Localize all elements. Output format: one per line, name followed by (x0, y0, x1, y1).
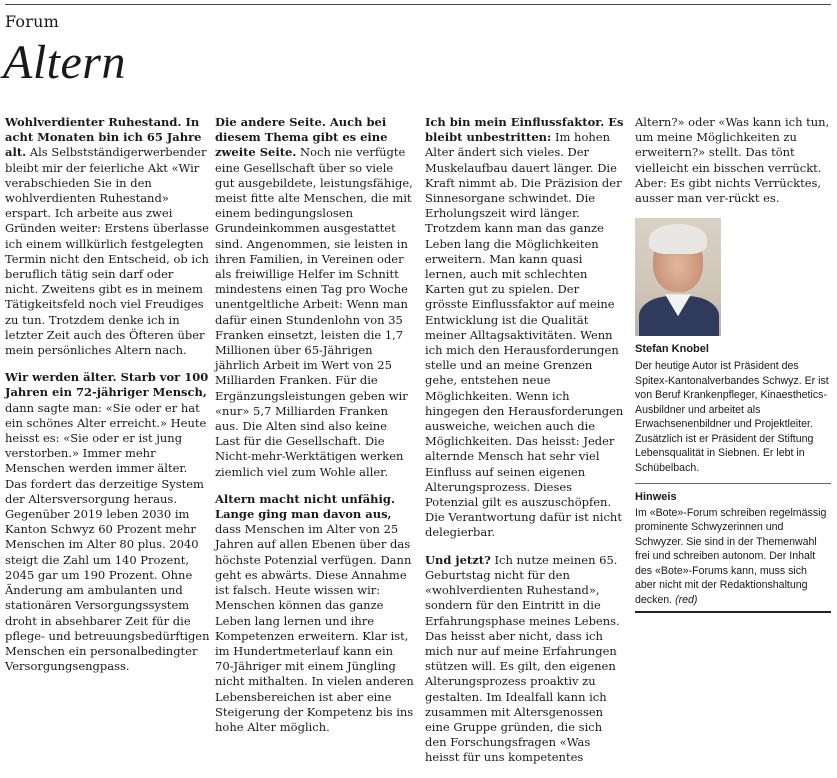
paragraph (215, 492, 415, 735)
top-rule (5, 4, 831, 5)
author-photo (635, 218, 721, 336)
note-title: Hinweis (635, 491, 677, 504)
paragraph-text: Im hohen Alter ändert sich vieles. Der Muskelaufbau dauert länger. Die Kraft nimmt ab. Die Präzision der Sinnesorgane schwindet. Die Erholungszeit wird länger. Trotzdem kann man das ganze Leben lang die Möglichkeiten erweitern. Man kann quasi lernen, auch mit schlechten Karten gut zu spielen. Der grösste Einflussfaktor auf meine Entwicklung ist die Qualität meiner Alltagsaktivitäten. Wenn ich mich den Herausforderungen stelle und an meine Grenzen gehe, entstehen neue Möglichkeiten. Wenn ich hingegen den Herausforderungen ausweiche, weichen auch die Möglichkeiten. Das heisst: Jeder alternde Mensch hat sehr viel Einfluss auf seinen eigenen Alterungsprozess. Dieses Potenzial gilt es auszuschöpfen. Die Verantwortung dafür ist nicht delegierbar. (425, 130, 624, 540)
paragraph-lead: Die andere Seite. Auch bei diesem Thema gibt es eine zweite Seite. (215, 115, 388, 160)
note-signature: (red) (675, 593, 698, 606)
column-1 (5, 115, 210, 686)
paragraph-text: Ich nutze meinen 65. Geburtstag nicht für den «wohlverdienten Ruhestand», sondern für den Eintritt in die Erfahrungsphase meines Lebens. Das heisst aber nicht, dass ich mich nur auf meine Erfahrungen stützen will. Es gilt, den eigenen Alterungsprozess proaktiv zu gestalten. Im Idealfall kann ich zusammen mit Altersgenossen eine Gruppe gründen, die sich den Forschungsfragen «Was heisst für uns kompetentes (425, 552, 620, 765)
paragraph-text: dass Menschen im Alter von 25 Jahren auf allen Ebenen über das höchste Potenzial verfügen. Dann geht es abwärts. Diese Annahme ist falsch. Heute wissen wir: Menschen können das ganze Leben lang lernen und ihre Kompetenzen erweitern. Klar ist, im Hundertmeterlauf kann ein 70-Jähriger mit einem Jüngling nicht mithalten. In vielen anderen Lebensbereichen ist aber eine Steigerung der Kompetenz bis ins hohe Alter möglich. (215, 522, 414, 734)
note-text: Im «Bote»-Forum schreiben regelmässig prominente Schwyzerinnen und Schwyzer. Sie sind in der Themenwahl frei und schreiben autonom. Der Inhalt des «Bote»-Forums kann, muss sich aber nicht mit der Redaktionshaltung decken. (635, 506, 827, 606)
paragraph (215, 115, 415, 480)
paragraph-text: Noch nie verfügte eine Gesellschaft über so viele gut ausgebildete, leistungsfähige, meist fitte alte Menschen, die mit einem bedingungslosen Grundeinkommen ausgestattet sind. Angenommen, sie leisten in ihren Familien, in Vereinen oder als freiwillige Helfer im Schnitt mindestens einen Tag pro Woche unentgeltliche Arbeit: Wenn man dafür einen Stundenlohn von 35 Franken einsetzt, leisten die 1,7 Millionen über 65-Jährigen jährlich Arbeit im Wert von 25 Milliarden Franken. Für die Ergänzungsleistungen geben wir «nur» 5,7 Milliarden Franken aus. Die Alten sind also keine Last für die Gesellschaft. Die Nicht-mehr-Werktätigen werken ziemlich viel zum Wohle aller. (215, 145, 413, 479)
column-3 (425, 115, 625, 778)
note-divider (635, 483, 831, 484)
paragraph-continuation: Altern?» oder «Was kann ich tun, um meine Möglichkeiten zu erweitern?» stellt. Das tönt vielleicht ein bisschen verrückt. Aber: Es gibt nichts Verrücktes, ausser man ver-rückt es. (635, 115, 830, 206)
paragraph (425, 115, 625, 541)
section-label: Forum (5, 12, 59, 31)
paragraph-lead: Wohlverdienter Ruhestand. In acht Monaten bin ich 65 Jahre alt. (5, 115, 202, 160)
note-body (635, 506, 831, 608)
article-title: Altern (3, 36, 126, 89)
paragraph-lead: Wir werden älter. Starb vor 100 Jahren ein 72-jähriger Mensch, (5, 370, 209, 400)
author-name: Stefan Knobel (635, 343, 709, 356)
paragraph-text: dann sagte man: «Sie oder er hat ein schönes Alter erreicht.» Heute heisst es: «Sie oder er ist jung verstorben.» Immer mehr Menschen werden immer älter. Das fordert das derzeitige System der Altersversorgung heraus. Gegenüber 2019 leben 2030 im Kanton Schwyz 60 Prozent mehr Menschen im Alter 80 plus. 2040 steigt die Zahl um 140 Prozent, 2045 gar um 190 Prozent. Ohne Änderung am ambulanten und stationären Versorgungssystem droht in absehbarer Zeit für die pflege- und betreuungsbedürftigen Menschen ein personalbedingter Versorgungsengpass. (5, 400, 210, 674)
paragraph-text: Als Selbstständigerwerbender bleibt mir der feierliche Akt «Wir verabschieden Sie in den wohlverdienten Ruhestand» erspart. Ich arbeite aus zwei Gründen weiter: Erstens überlasse ich einem willkürlich festgelegten Termin nicht den Entscheid, ob ich beruflich tätig sein darf oder nicht. Zweitens gibt es in meinem Tätigkeitsfeld noch viel Freudiges zu tun. Trotzdem denke ich in letzter Zeit auch des Öfteren über mein persönliches Altern nach. (5, 145, 209, 358)
column-4 (635, 115, 831, 613)
paragraph (425, 553, 625, 766)
paragraph-lead: Altern macht nicht unfähig. Lange ging man davon aus, (215, 491, 395, 522)
paragraph (5, 115, 210, 358)
column-2 (215, 115, 415, 747)
photo-hair (649, 224, 707, 254)
author-bio: Der heutige Autor ist Präsident des Spitex-Kantonalverbandes Schwyz. Er ist von Beruf Krankenpfleger, Kinaesthetics-Ausbildner und arbeitet als Erwachsenenbildner und Projektleiter. Zusätzlich ist er Präsident der Stiftung Lebensqualität in Siebnen. Er lebt in Schübelbach. (635, 360, 829, 474)
paragraph-lead: Und jetzt? (425, 552, 491, 567)
bottom-rule (635, 611, 831, 613)
paragraph-lead: Ich bin mein Einflussfaktor. Es bleibt unbestritten: (425, 115, 624, 145)
paragraph (5, 370, 210, 674)
